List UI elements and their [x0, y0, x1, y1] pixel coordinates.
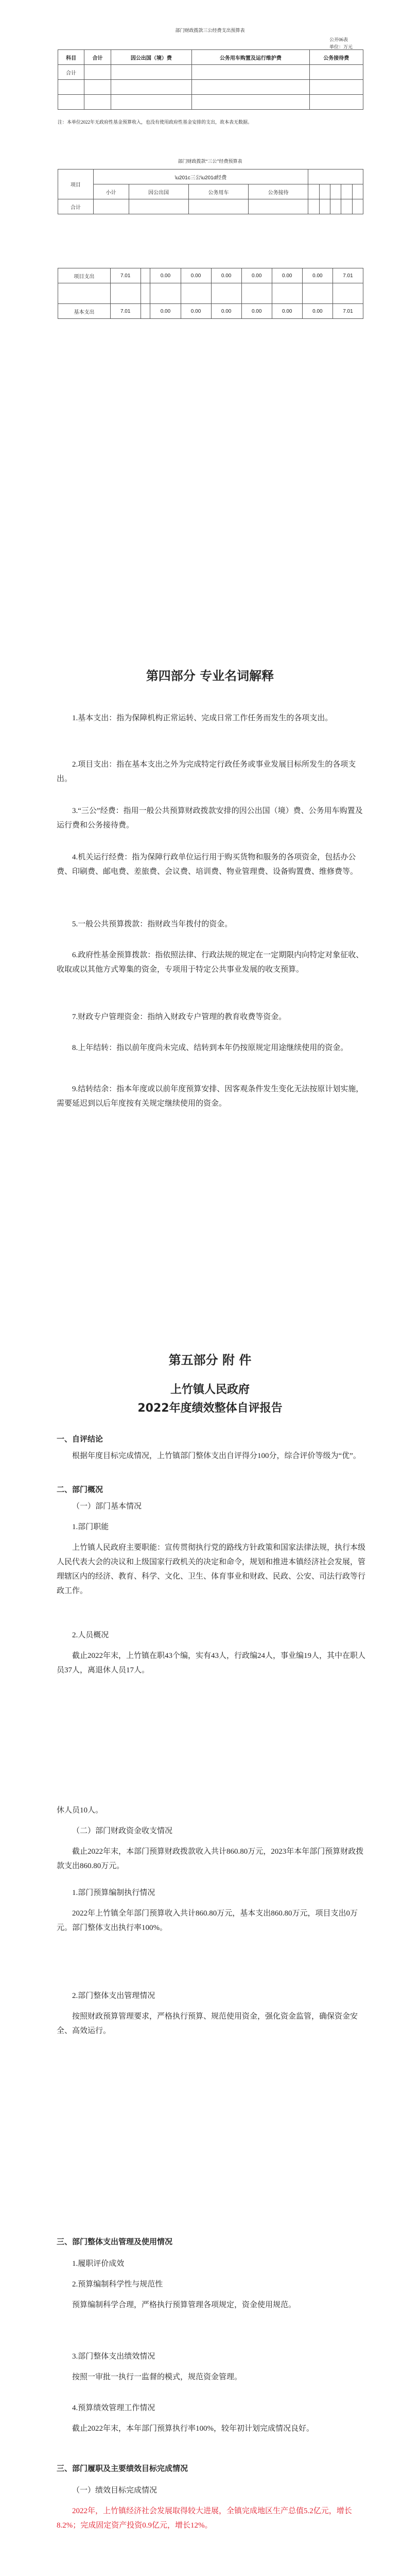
table1-note: 注：本单位2022年无政府性基金预算收入，也没有使用政府性基金安排的支出，故本表无数据。: [58, 120, 253, 125]
three-public-budget-table: 项目 \u201c三公\u201d经费 小计 因公出国 公务用车 公务接待 合计: [58, 169, 363, 214]
expenditure-table: [58, 268, 363, 319]
paragraph: （一）部门基本情况: [72, 1502, 142, 1511]
term-item: 6.政府性基金预算拨款：指依照法律、行政法规的规定在一定期限内向特定对象征收、收取或以其他方式筹集的资金，专项用于特定公共事业发展的收支预算。: [57, 951, 364, 974]
section-heading: 二、部门概况: [57, 1486, 103, 1494]
three-public-table: [58, 49, 363, 110]
part5-title: 第五部分 附 件: [168, 1353, 252, 1367]
term-item: 4.机关运行经费：指为保障行政单位运行用于购买货物和服务的各项资金，包括办公费、印刷费、邮电费、差旅费、会议费、培训费、物业管理费、设备购置费、维修费等。: [57, 853, 358, 876]
paragraph: 2.部门整体支出管理情况: [72, 1992, 155, 2000]
table-row: 基本支出 7.01 0.00 0.00 0.00 0.00 0.00 0.00 7.01: [58, 304, 363, 319]
doc-number: 公开06表: [329, 37, 348, 42]
table-row: 项目支出 7.01 0.00 0.00 0.00 0.00 0.00 0.00 7.01: [58, 268, 363, 283]
paragraph: （一）绩效目标完成情况: [72, 2486, 157, 2495]
term-item: 9.结转结余：指本年度或以前年度预算安排、因客观条件发生变化无法按原计划实施，需要延迟到以后年度按有关规定继续使用的资金。: [57, 1085, 364, 1108]
paragraph: 1.履职评价成效: [72, 2260, 125, 2268]
table-row: 合计: [58, 65, 363, 80]
col-header: 公务用车购置及运行维护费: [192, 50, 309, 65]
paragraph: 按照一审批一执行一监督的模式，规范资金管理。: [72, 2373, 242, 2381]
paragraph: 2.人员概况: [72, 1631, 109, 1639]
report-title-2: 2022年度绩效整体自评报告: [137, 1402, 283, 1415]
paragraph: 2.预算编制科学性与规范性: [72, 2280, 163, 2289]
paragraph: 上竹镇人民政府主要职能：宣传贯彻执行党的路线方针政策和国家法律法规，执行本级人民代表大会的决议和上级国家行政机关的决定和命令，规划和推进本镇经济社会发展，管理辖区内的经济、教育、科学、文化、卫生、体育事业和财政、民政、公安、司法行政等行政工作。: [57, 1544, 366, 1595]
table-row: 合计: [58, 199, 363, 214]
paragraph: 1.部门职能: [72, 1523, 109, 1531]
paragraph: 截止2022年末，上竹镇在职43个编，实有43人，行政编24人，事业编19人，其中在职人员37人，离退休人员17人。: [57, 1652, 366, 1674]
paragraph: 3.部门整体支出绩效情况: [72, 2352, 155, 2361]
term-item: 7.财政专户管理资金：指纳入财政专户管理的教育收费等资金。: [72, 1013, 287, 1021]
table-row: [58, 80, 363, 95]
col-header: 因公出国（境）费: [111, 50, 192, 65]
term-item: 2.项目支出：指在基本支出之外为完成特定行政任务或事业发展目标所发生的各项支出。: [57, 760, 356, 783]
col-header: 公务接待费: [309, 50, 363, 65]
unit-label: 单位：万元: [329, 44, 353, 49]
paragraph: 截止2022年末，本部门预算财政拨款收入共计860.80万元，2023年本年部门预算财政拨款支出860.80万元。: [57, 1848, 364, 1870]
paragraph: 预算编制科学合理，严格执行预算管理各项规定，资金使用规范。: [72, 2301, 296, 2309]
paragraph: 休人员10人。: [57, 1806, 103, 1815]
paragraph: 1.部门预算编制执行情况: [72, 1889, 155, 1897]
col-header: 合计: [84, 50, 111, 65]
section-heading: 一、自评结论: [57, 1435, 103, 1444]
table2-title: 部门财政拨款“三公”经费预算表: [178, 159, 242, 164]
paragraph-highlight: 2022年，上竹镇经济社会发展取得较大进展，全镇完成地区生产总值5.2亿元，增长8.2%；完成固定资产投资0.9亿元，增长12%。: [57, 2507, 352, 2530]
paragraph: 2022年上竹镇全年部门预算收入共计860.80万元，基本支出860.80万元，项目支出0万元。部门整体支出执行率100%。: [57, 1909, 358, 1932]
table-row: [58, 95, 363, 110]
col-header: 科目: [58, 50, 84, 65]
paragraph: （二）部门财政资金收支情况: [72, 1827, 173, 1835]
paragraph: 截止2022年末，本年部门预算执行率100%，较年初计划完成情况良好。: [72, 2425, 314, 2433]
paragraph: 4.预算绩效管理工作情况: [72, 2404, 155, 2412]
term-item: 5.一般公共预算拨款：指财政当年拨付的资金。: [72, 920, 233, 928]
paragraph: 按照财政预算管理要求，严格执行预算、规范使用资金，强化资金监管，确保资金安全、高效运行。: [57, 2012, 358, 2035]
section-heading: 三、部门整体支出管理及使用情况: [57, 2238, 173, 2246]
term-item: 1.基本支出：指为保障机构正常运转、完成日常工作任务而发生的各项支出。: [72, 714, 333, 722]
table1-title: 部门财政拨款三公经费支出预算表: [175, 28, 245, 33]
paragraph: 根据年度目标完成情况，上竹镇部门整体支出自评得分100分，综合评价等级为“优”。: [72, 1452, 361, 1460]
section-heading: 三、部门履职及主要绩效目标完成情况: [57, 2465, 188, 2473]
part4-title: 第四部分 专业名词解释: [146, 669, 274, 683]
report-title-1: 上竹镇人民政府: [170, 1383, 250, 1396]
term-item: 8.上年结转：指以前年度尚未完成、结转到本年仍按原规定用途继续使用的资金。: [72, 1044, 348, 1052]
term-item: 3.“三公”经费：指用一般公共预算财政拨款安排的因公出国（境）费、公务用车购置及运行费和公务接待费。: [57, 807, 363, 829]
